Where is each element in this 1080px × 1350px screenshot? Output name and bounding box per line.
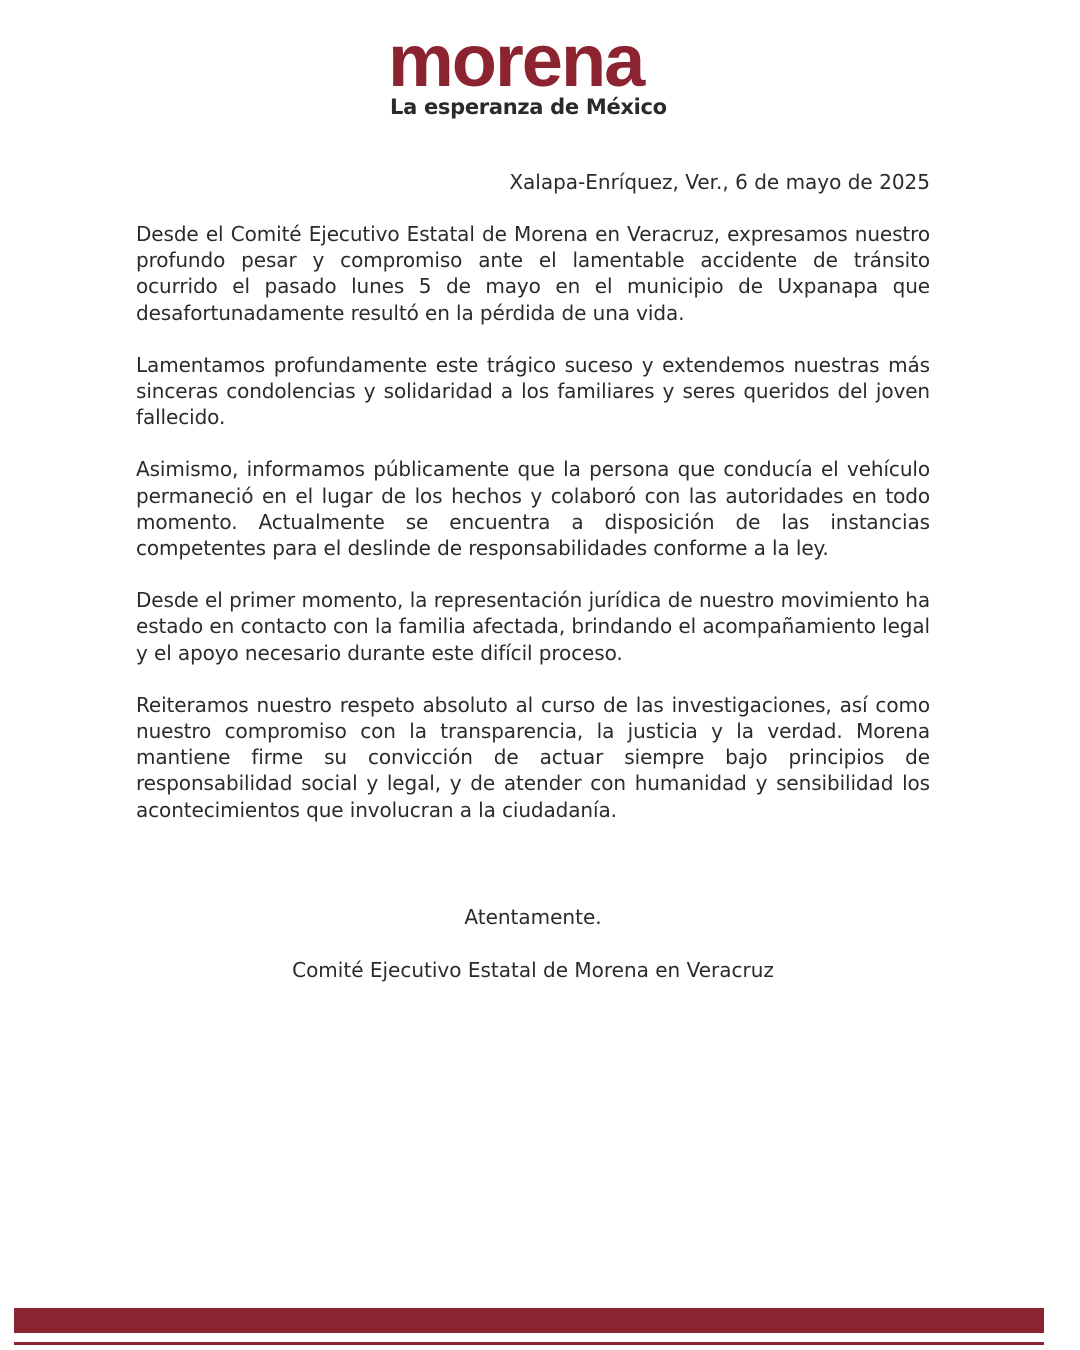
letter-body [136,221,930,849]
logo-wordmark: morena [388,19,644,102]
paragraph-5: Reiteramos nuestro respeto absoluto al curso de las investigaciones, así como nuestro compromiso con la transparencia, la justicia y la verdad. Morena mantiene firme su convicción de actuar siempre bajo principios de responsabilidad social y legal, y de atender con humanidad y sensibilidad los acontecimientos que involucran a la ciudadanía. [136,692,930,822]
footer-band [14,1308,1044,1333]
paragraph-1: Desde el Comité Ejecutivo Estatal de Morena en Veracruz, expresamos nuestro profundo pesar y compromiso ante el lamentable accidente de tránsito ocurrido el pasado lunes 5 de mayo en el municipio de Uxpanapa que desafortunadamente resultó en la pérdida de una vida. [136,222,930,325]
footer-rule [14,1342,1044,1345]
paragraph-3: Asimismo, informamos públicamente que la persona que conducía el vehículo permaneció en el lugar de los hechos y colaboró con las autoridades en todo momento. Actualmente se encuentra a disposición de las instancias competentes para el deslinde de responsabilidades conforme a la ley. [136,457,930,561]
morena-logo [388,19,678,120]
signature-block: Comité Ejecutivo Estatal de Morena en Veracruz [292,958,774,982]
logo-tagline: La esperanza de México [390,95,667,119]
paragraph-2: Lamentamos profundamente este trágico suceso y extendemos nuestras más sinceras condolencias y solidaridad a los familiares y seres queridos del joven fallecido. [136,352,930,430]
paragraph-4: Desde el primer momento, la representación jurídica de nuestro movimiento ha estado en contacto con la familia afectada, brindando el acompañamiento legal y el apoyo necesario durante este difícil proceso. [136,588,931,665]
letter-date: Xalapa-Enríquez, Ver., 6 de mayo de 2025 [509,170,930,194]
closing-salutation: Atentamente. [464,905,602,929]
